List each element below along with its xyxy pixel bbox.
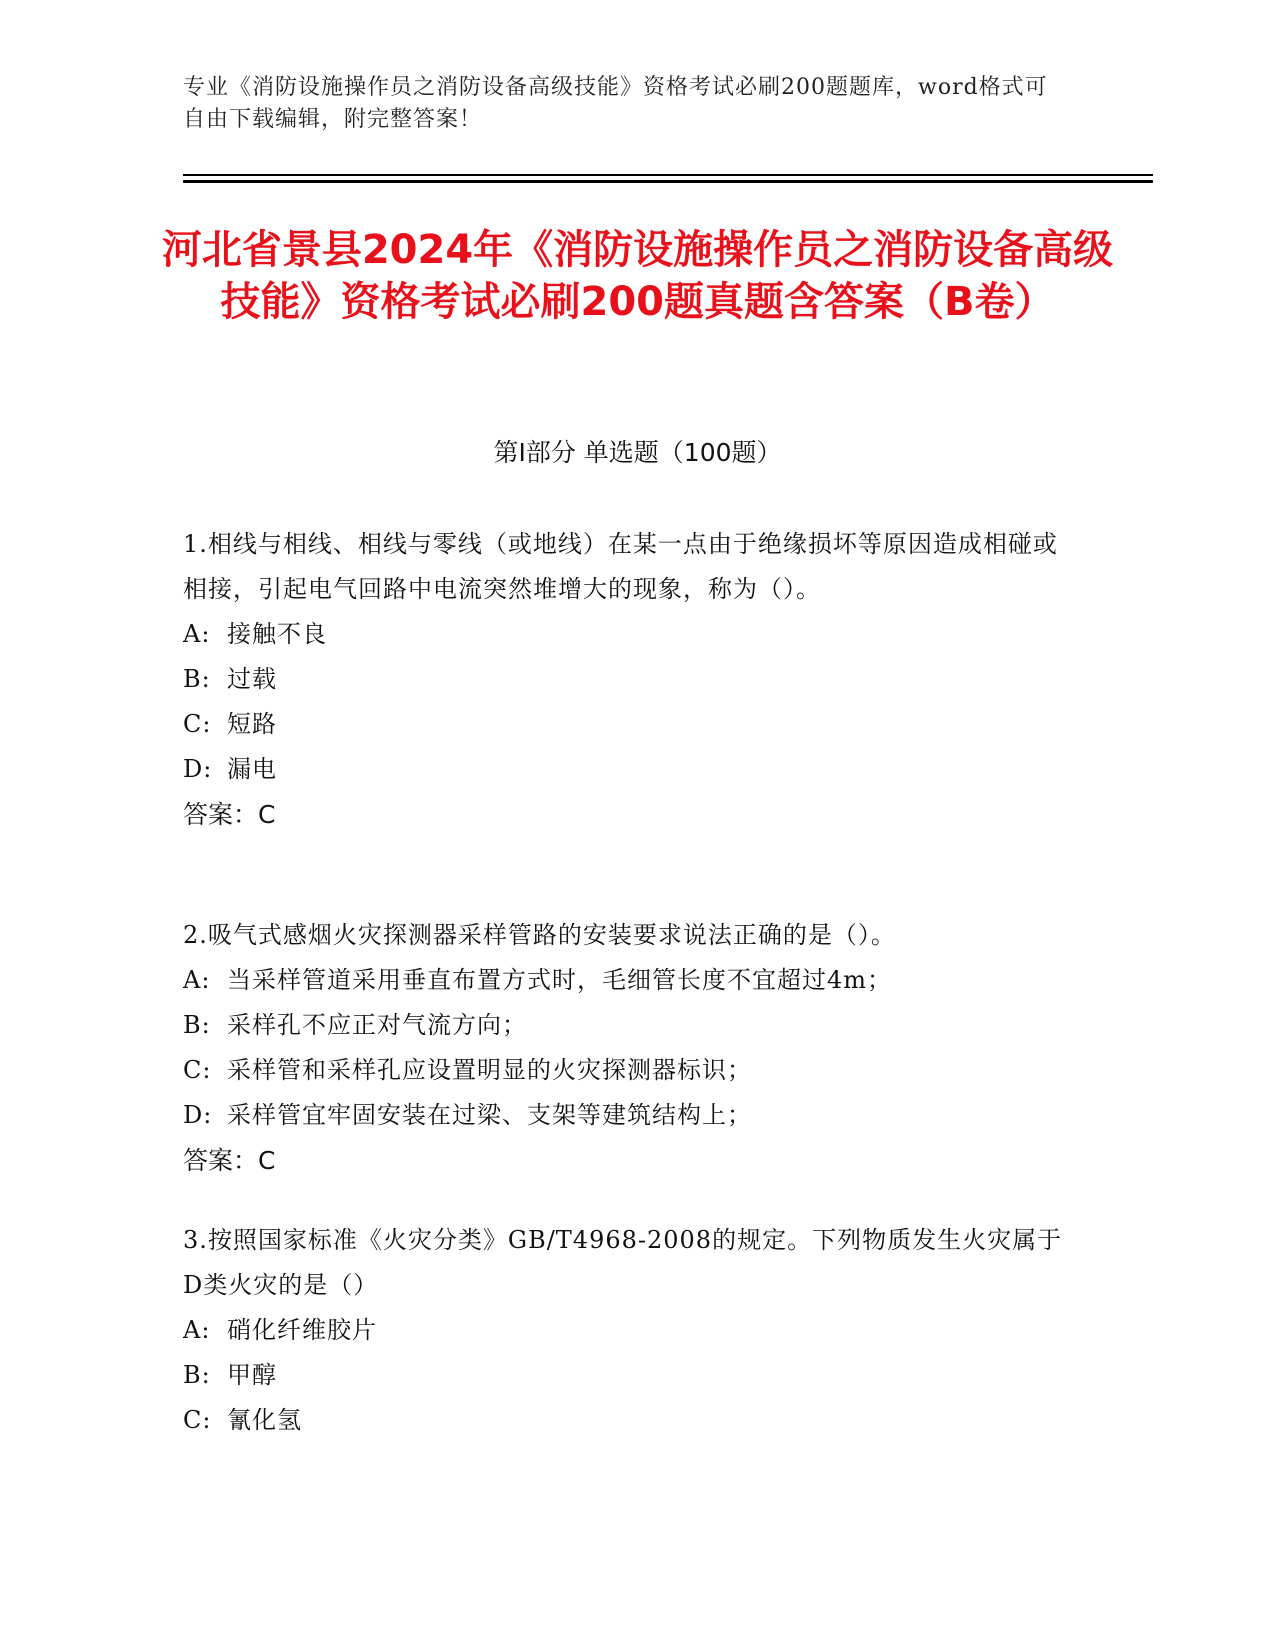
option-letter: B:	[183, 1361, 211, 1389]
option-a	[183, 958, 1073, 1003]
option-letter: A:	[183, 620, 211, 648]
option-text: 氰化氢	[227, 1406, 302, 1434]
question-1	[183, 522, 1073, 837]
option-text: 硝化纤维胶片	[227, 1316, 377, 1344]
option-text: 甲醇	[227, 1361, 277, 1389]
header-divider-thick	[183, 180, 1153, 183]
option-b	[183, 657, 1073, 702]
option-d	[183, 1093, 1073, 1138]
option-letter: B:	[183, 665, 211, 693]
option-c	[183, 1048, 1073, 1093]
option-b	[183, 1003, 1073, 1048]
option-text: 当采样管道采用垂直布置方式时，毛细管长度不宜超过4m；	[227, 966, 893, 994]
option-b	[183, 1353, 1073, 1398]
option-text: 漏电	[227, 755, 277, 783]
option-letter: C:	[183, 1056, 212, 1084]
header-divider-thin	[183, 174, 1153, 176]
answer-line: 答案：C	[183, 800, 276, 829]
option-text: 采样管宜牢固安装在过梁、支架等建筑结构上；	[227, 1101, 752, 1129]
section-heading: 第Ⅰ部分 单选题（100题）	[493, 438, 782, 467]
option-letter: A:	[183, 1316, 211, 1344]
question-2	[183, 913, 1073, 1183]
option-a	[183, 612, 1073, 657]
question-3	[183, 1218, 1073, 1443]
option-letter: C:	[183, 1406, 212, 1434]
option-letter: A:	[183, 966, 211, 994]
option-text: 采样管和采样孔应设置明显的火灾探测器标识；	[227, 1056, 752, 1084]
option-text: 短路	[227, 710, 277, 738]
question-stem: 2.吸气式感烟火灾探测器采样管路的安装要求说法正确的是（）。	[183, 921, 896, 949]
question-stem: 1.相线与相线、相线与零线（或地线）在某一点由于绝缘损坏等原因造成相碰或相接，引起电气回路中电流突然堆增大的现象，称为（）。	[183, 530, 1058, 603]
option-letter: D:	[183, 755, 213, 783]
option-d	[183, 747, 1073, 792]
option-text: 采样孔不应正对气流方向；	[227, 1011, 527, 1039]
option-letter: D:	[183, 1101, 213, 1129]
option-letter: C:	[183, 710, 212, 738]
option-letter: B:	[183, 1011, 211, 1039]
answer-line: 答案：C	[183, 1146, 276, 1175]
option-c	[183, 702, 1073, 747]
option-text: 过载	[227, 665, 277, 693]
document-title: 河北省景县2024年《消防设施操作员之消防设备高级技能》资格考试必刷200题真题含答案（B卷）	[161, 227, 1114, 325]
header-note: 专业《消防设施操作员之消防设备高级技能》资格考试必刷200题题库，word格式可自由下载编辑，附完整答案！	[183, 75, 1048, 132]
option-a	[183, 1308, 1073, 1353]
question-stem: 3.按照国家标准《火灾分类》GB/T4968-2008的规定。下列物质发生火灾属于D类火灾的是（）	[183, 1226, 1063, 1299]
option-text: 接触不良	[227, 620, 327, 648]
option-c	[183, 1398, 1073, 1443]
